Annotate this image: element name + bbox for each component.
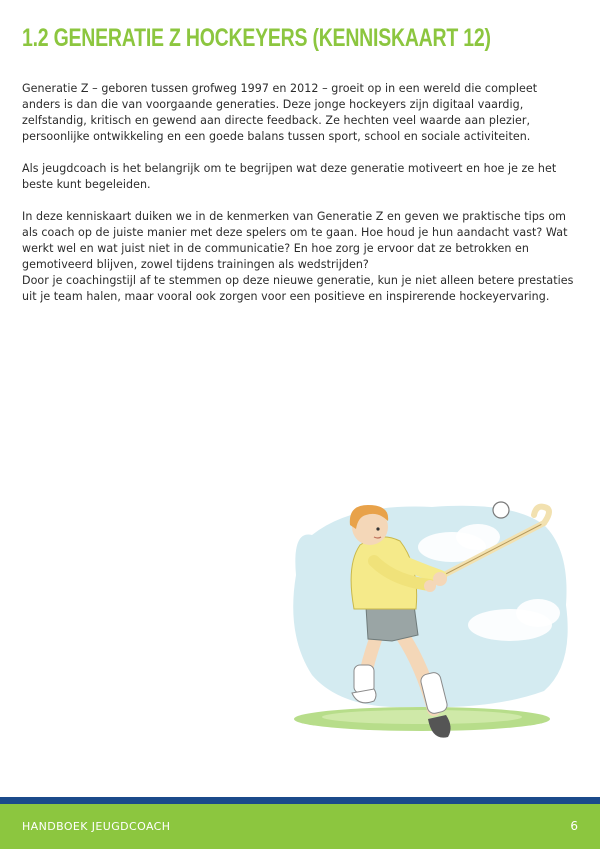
hockey-player-icon [282,495,574,750]
footer-label: HANDBOEK JEUGDCOACH [22,820,171,833]
paragraph-coach-role: Als jeugdcoach is het belangrijk om te begrijpen wat deze generatie motiveert en hoe je ze het beste kunt begeleiden. [22,162,557,191]
paragraph-kenniskaart: In deze kenniskaart duiken we in de kenmerken van Generatie Z en geven we praktische tips om als coach op de juiste manier met deze spelers om te gaan. Hoe houd je hun aandacht vast? Wat werkt wel en wat juist niet in de communicatie? En hoe zorg je ervoor dat ze betrokken en gemotiveerd blijven, zowel tijdens trainingen als wedstrijden? [22,210,568,271]
body-text [22,81,578,305]
paragraph-coaching-style: Door je coachingstijl af te stemmen op deze nieuwe generatie, kun je niet alleen betere prestaties uit je team halen, maar vooral ook zorgen voor een positieve en inspirerende hockeyervaring. [22,274,574,303]
footer [0,804,600,849]
page-title: 1.2 GENERATIE Z HOCKEYERS (KENNISKAART 12) [22,24,491,52]
footer-strip [0,797,600,804]
paragraph-intro: Generatie Z – geboren tussen grofweg 1997 en 2012 – groeit op in een wereld die compleet anders is dan die van voorgaande generaties. Deze jonge hockeyers zijn digitaal vaardig, zelfstandig, kritisch en gewend aan directe feedback. Ze hechten veel waarde aan plezier, persoonlijke ontwikkeling en een goede balans tussen sport, school en sociale activiteiten. [22,82,538,143]
page-number: 6 [570,819,578,833]
hockey-player-illustration [282,495,574,750]
